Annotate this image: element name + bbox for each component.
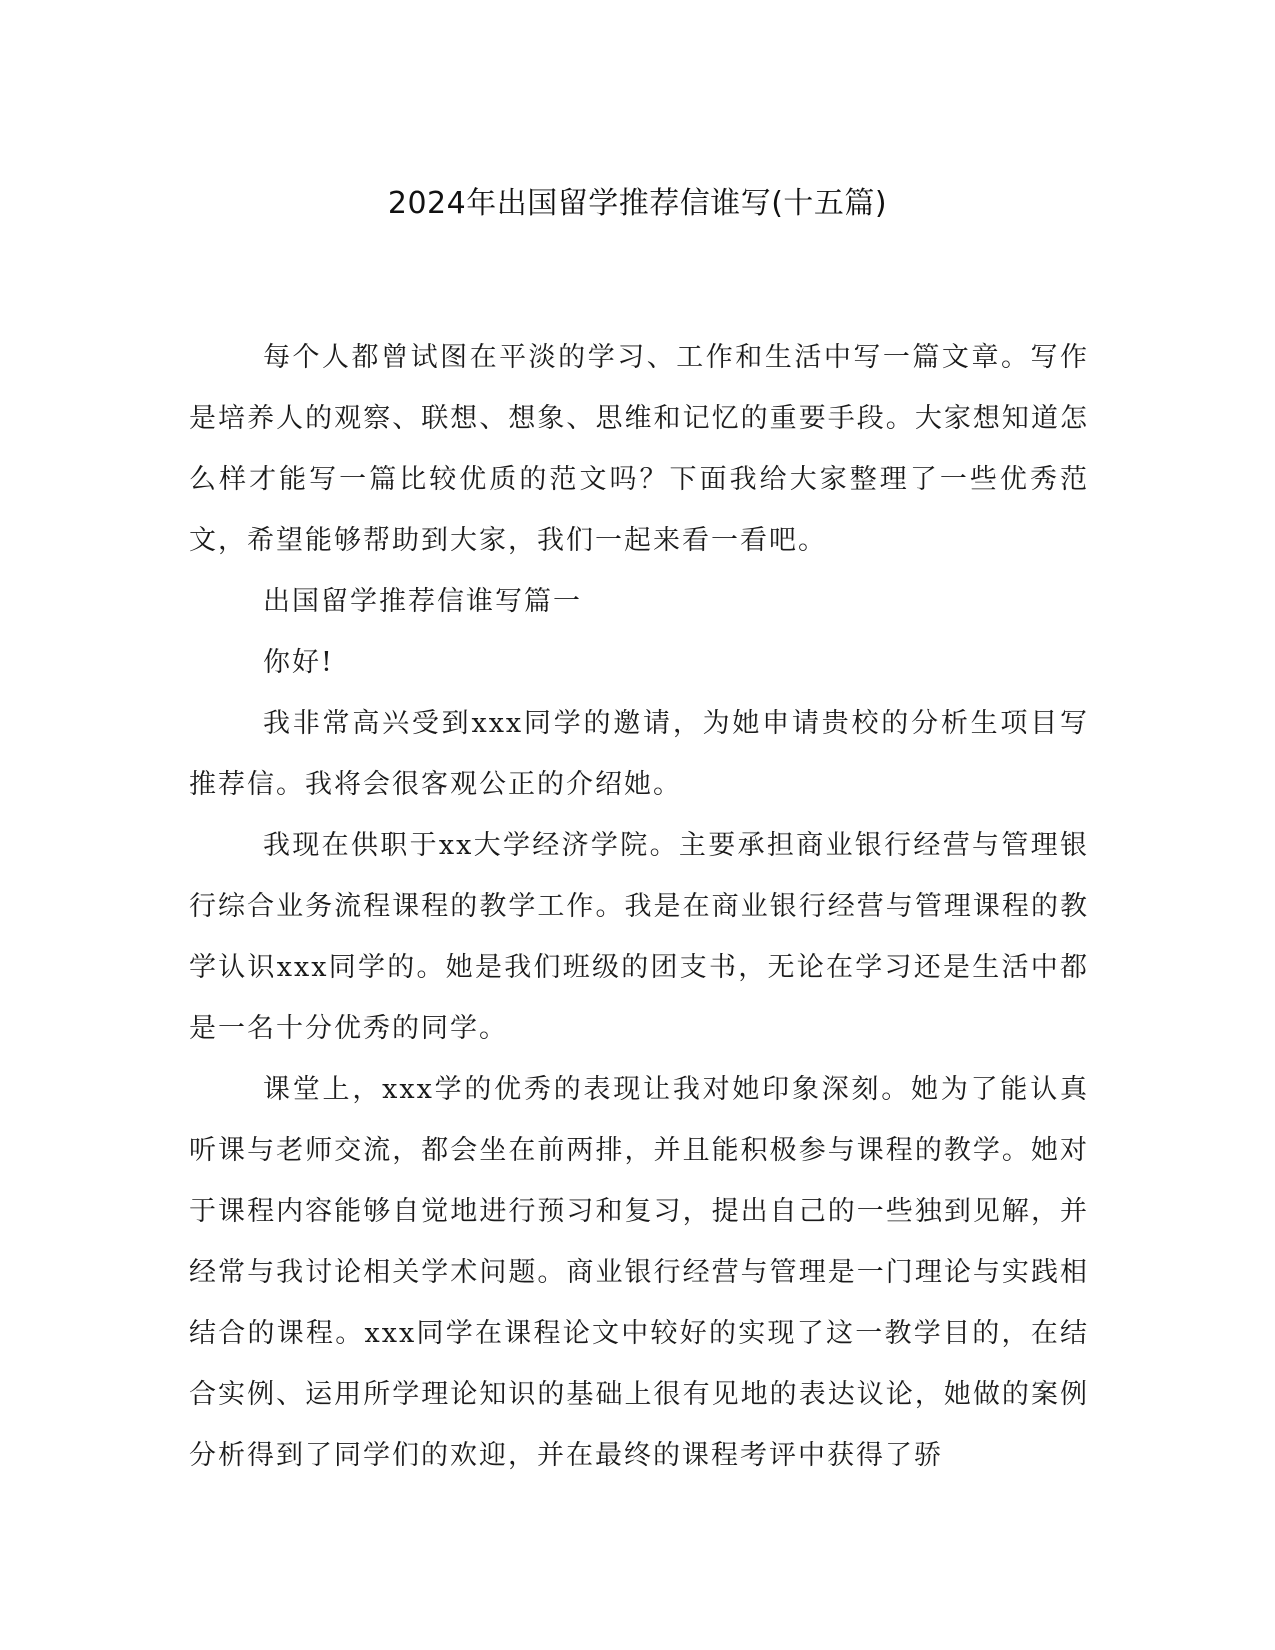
section-heading: 出国留学推荐信谁写篇一	[263, 586, 582, 617]
paragraph-intro: 每个人都曾试图在平淡的学习、工作和生活中写一篇文章。写作是培养人的观察、联想、想象、思维和记忆的重要手段。大家想知道怎么样才能写一篇比较优质的范文吗？下面我给大家整理了一些优秀范文，希望能够帮助到大家，我们一起来看一看吧。	[189, 342, 1089, 556]
document-body	[189, 327, 1089, 1486]
paragraph: 我现在供职于xx大学经济学院。主要承担商业银行经营与管理银行综合业务流程课程的教学工作。我是在商业银行经营与管理课程的教学认识xxx同学的。她是我们班级的团支书，无论在学习还是生活中都是一名十分优秀的同学。	[189, 830, 1089, 1044]
salutation: 你好!	[263, 647, 334, 678]
paragraph: 课堂上，xxx学的优秀的表现让我对她印象深刻。她为了能认真听课与老师交流，都会坐在前两排，并且能积极参与课程的教学。她对于课程内容能够自觉地进行预习和复习，提出自己的一些独到见解，并经常与我讨论相关学术问题。商业银行经营与管理是一门理论与实践相结合的课程。xxx同学在课程论文中较好的实现了这一教学目的，在结合实例、运用所学理论知识的基础上很有见地的表达议论，她做的案例分析得到了同学们的欢迎，并在最终的课程考评中获得了骄	[189, 1074, 1089, 1471]
document-title: 2024年出国留学推荐信谁写(十五篇)	[387, 186, 888, 221]
paragraph: 我非常高兴受到xxx同学的邀请，为她申请贵校的分析生项目写推荐信。我将会很客观公正的介绍她。	[189, 708, 1089, 800]
